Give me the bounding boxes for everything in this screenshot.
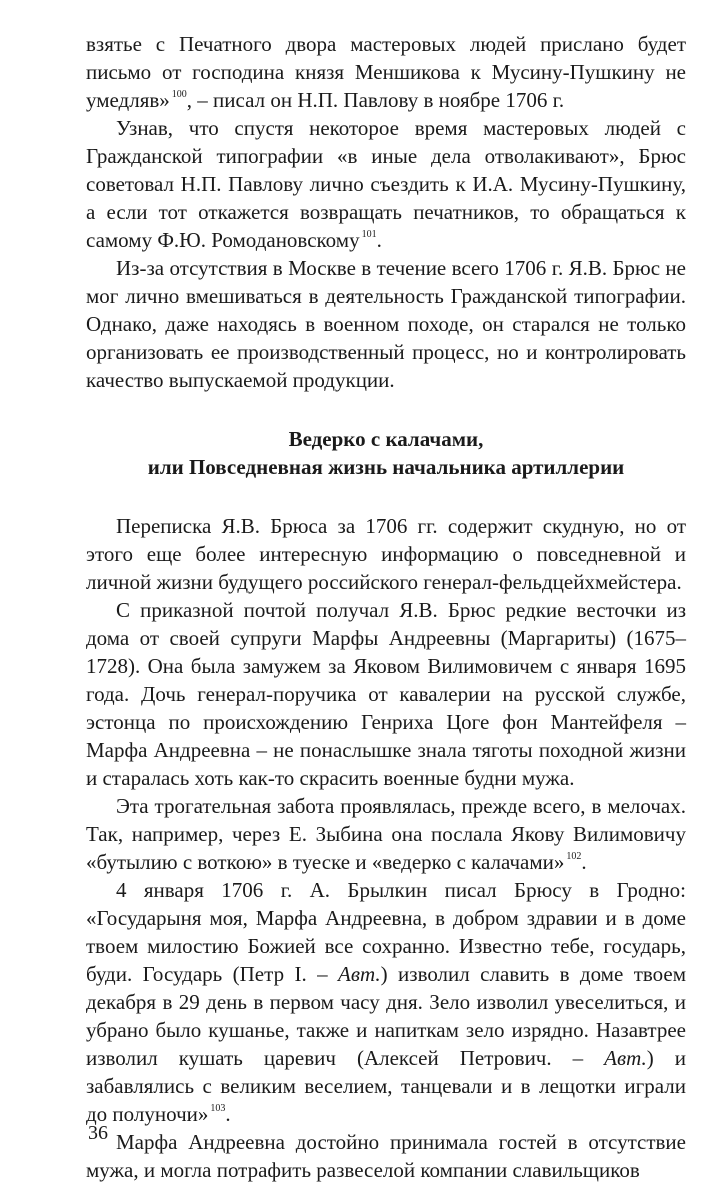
paragraph (86, 876, 686, 1128)
paragraph-tail: . (225, 1102, 231, 1126)
paragraph (86, 1128, 686, 1184)
paragraph (86, 596, 686, 792)
page-number: 36 (88, 1122, 108, 1144)
paragraph-text: ) изволил славить в доме твоем декабря в 29 день в первом часу дня. Зело изволил увеселиться, и убрано было кушанье, также и напиткам зело изрядно. Назавтрее изволил кушать царевич (Алексей Петрович. – (86, 962, 687, 1070)
section-heading (86, 425, 686, 481)
paragraph-text: Узнав, что спустя некоторое время мастеровых людей с Гражданской типографии «в иные дела отволакивают», Брюс советовал Н.П. Павлову лично съездить к И.А. Мусину-Пушкину, а если тот откажется возвращать печатников, то обращаться к самому Ф.Ю. Ромодановскому (86, 116, 686, 252)
paragraph (86, 792, 686, 876)
paragraph-text: Эта трогательная забота проявлялась, прежде всего, в мелочах. Так, например, через Е. Зыбина она послала Якову Вилимовичу «бутылию с воткою» в туеске и «ведерко с калачами» (86, 794, 686, 874)
paragraph-tail: . (376, 228, 382, 252)
paragraph-text: Марфа Андреевна достойно принимала гостей в отсутствие мужа, и могла потрафить развеселой компании славильщиков (86, 1130, 686, 1182)
section-heading-line-2: или Повседневная жизнь начальника артиллерии (147, 455, 625, 479)
paragraph (86, 254, 686, 394)
paragraph-text: 4 января 1706 г. А. Брылкин писал Брюсу в Гродно: «Государыня моя, Марфа Андреевна, в добром здравии и в доме твоем милостию Божией все сохранно. Известно тебе, государь, буди. Государь (Петр I. – (86, 878, 686, 986)
paragraph-text: ) и забавлялись с великим веселием, танцевали и в лещотки играли до полуночи» (86, 1046, 687, 1126)
author-abbrev: Авт. (338, 962, 381, 986)
paragraph-continued (86, 30, 686, 114)
footnote-marker[interactable]: 100 (171, 89, 187, 100)
section-heading-line-1: Ведерко с калачами, (288, 427, 484, 451)
paragraph-text: С приказной почтой получал Я.В. Брюс редкие весточки из дома от своей супруги Марфы Андреевны (Маргариты) (1675–1728). Она была замужем за Яковом Вилимовичем с января 1695 года. Дочь генерал-поручика от кавалерии на русской службе, эстонца по происхождению Генриха Цоге фон Мантейфеля – Марфа Андреевна – не понаслышке знала тяготы походной жизни и старалась хоть как-то скрасить военные будни мужа. (86, 598, 686, 790)
paragraph-text: Из-за отсутствия в Москве в течение всего 1706 г. Я.В. Брюс не мог лично вмешиваться в деятельность Гражданской типографии. Однако, даже находясь в военном походе, он старался не только организовать ее производственный процесс, но и контролировать качество выпускаемой продукции. (86, 256, 686, 392)
footnote-marker[interactable]: 102 (566, 851, 582, 862)
page-body (86, 30, 686, 1184)
footnote-marker[interactable]: 101 (361, 229, 377, 240)
paragraph-tail: , – писал он Н.П. Павлову в ноябре 1706 г. (186, 88, 565, 112)
paragraph (86, 512, 686, 596)
paragraph-text: Переписка Я.В. Брюса за 1706 гг. содержит скудную, но от этого еще более интересную информацию о повседневной и личной жизни будущего российского генерал-фельдцейхмейстера. (86, 514, 686, 594)
author-abbrev: Авт. (604, 1046, 647, 1070)
paragraph (86, 114, 686, 254)
footnote-marker[interactable]: 103 (210, 1103, 226, 1114)
paragraph-text: взятье с Печатного двора мастеровых людей прислано будет письмо от господина князя Меншикова к Мусину-Пушкину не умедляв» (86, 32, 686, 112)
paragraph-tail: . (581, 850, 587, 874)
